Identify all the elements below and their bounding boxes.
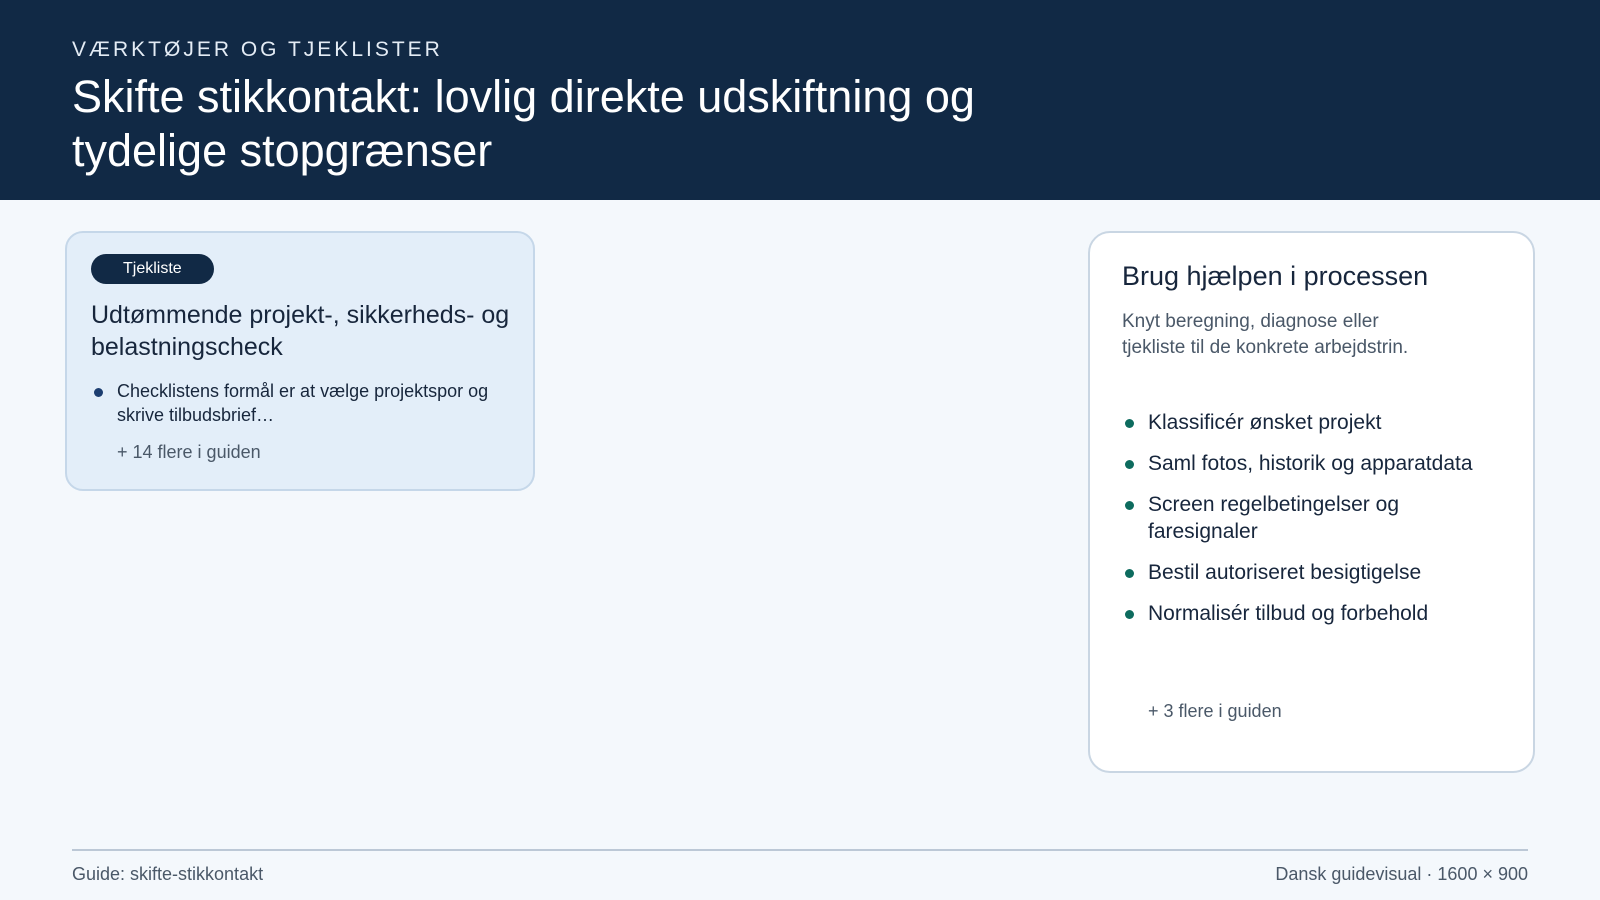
checklist-more-link: + 14 flere i guiden bbox=[117, 442, 261, 462]
footer-guide-label: Guide: skifte-stikkontakt bbox=[72, 864, 264, 884]
section-eyebrow: VÆRKTØJER OG TJEKLISTER bbox=[72, 38, 443, 61]
header-banner bbox=[0, 0, 1600, 200]
process-step: Normalisér tilbud og forbehold bbox=[1122, 600, 1512, 627]
process-more-link: + 3 flere i guiden bbox=[1148, 701, 1282, 721]
footer-meta: Dansk guidevisual · 1600 × 900 bbox=[1275, 864, 1528, 884]
checklist-card-title: Udtømmende projekt-, sikkerheds- og belastningscheck bbox=[91, 301, 510, 361]
checklist-card bbox=[65, 231, 535, 491]
process-step: Klassificér ønsket projekt bbox=[1122, 409, 1512, 436]
process-step: Saml fotos, historik og apparatdata bbox=[1122, 450, 1512, 477]
process-steps bbox=[1122, 409, 1512, 641]
process-card bbox=[1088, 231, 1535, 773]
process-step: Screen regelbetingelser og faresignaler bbox=[1122, 491, 1512, 545]
process-card-title: Brug hjælpen i processen bbox=[1122, 261, 1429, 291]
process-step: Bestil autoriseret besigtigelse bbox=[1122, 559, 1512, 586]
checklist-badge: Tjekliste bbox=[91, 254, 214, 284]
footer-divider bbox=[72, 849, 1528, 851]
page-title: Skifte stikkontakt: lovlig direkte udskiftning og tydelige stopgrænser bbox=[72, 71, 975, 176]
process-card-description: Knyt beregning, diagnose eller tjekliste til de konkrete arbejdstrin. bbox=[1122, 311, 1409, 358]
checklist-items bbox=[91, 379, 511, 427]
checklist-item: Checklistens formål er at vælge projektspor og skrive tilbudsbrief… bbox=[91, 379, 511, 427]
